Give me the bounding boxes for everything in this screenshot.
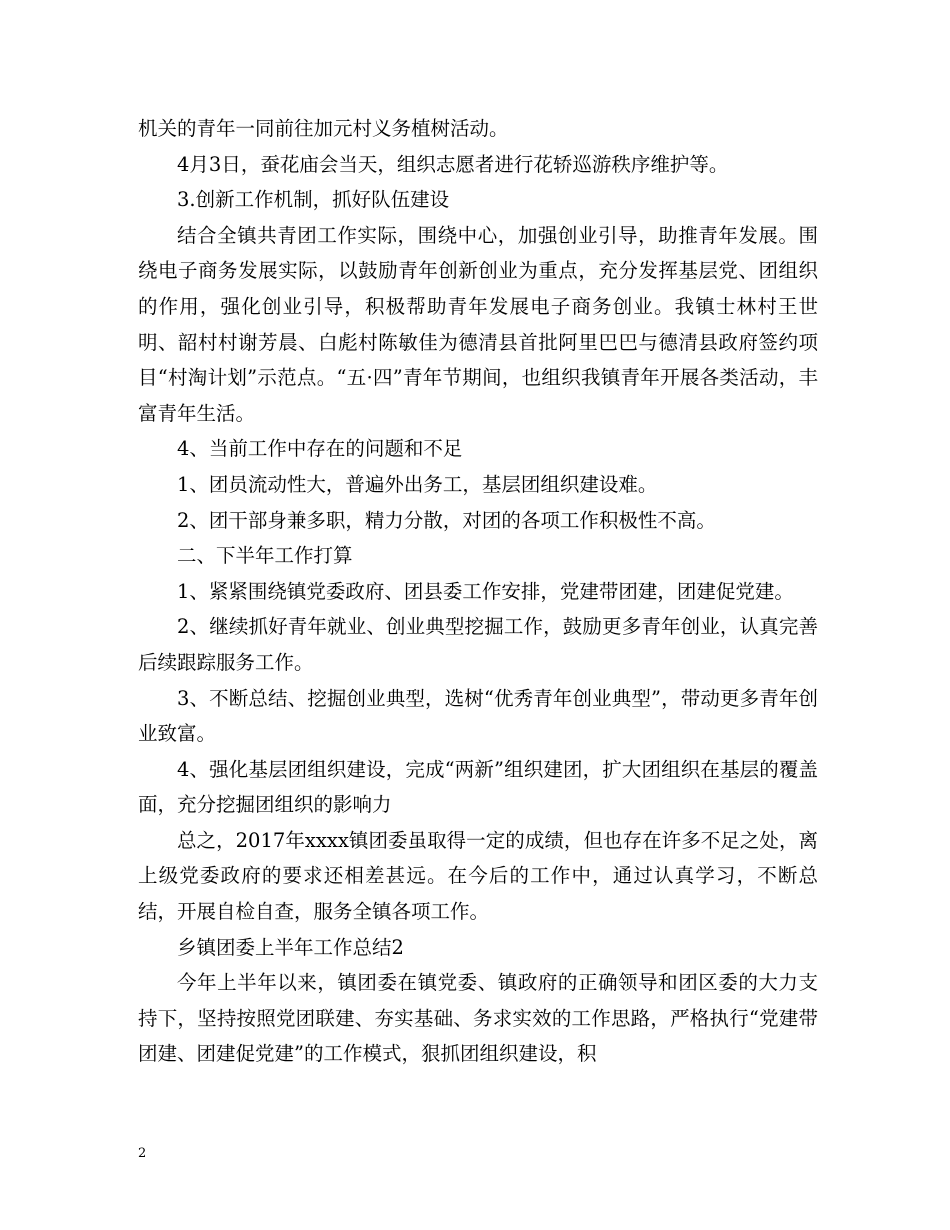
paragraph-13: 总之，2017年xxxx镇团委虽取得一定的成绩，但也存在许多不足之处，离上级党委政府的要求还相差甚远。在今后的工作中，通过认真学习，不断总结，开展自检自查，服务全镇各项工作。 bbox=[138, 828, 818, 924]
paragraph-11: 3、不断总结、挖掘创业典型，选树“优秀青年创业典型”，带动更多青年创业致富。 bbox=[138, 686, 818, 746]
paragraph-1: 机关的青年一同前往加元村义务植树活动。 bbox=[138, 117, 509, 140]
paragraph-8-heading: 二、下半年工作打算 bbox=[177, 544, 353, 568]
paragraph-4: 结合全镇共青团工作实际，围绕中心，加强创业引导，助推青年发展。围绕电子商务发展实际，以鼓励青年创新创业为重点，充分发挥基层党、团组织的作用，强化创业引导，积极帮助青年发展电子商务创业。我镇士林村王世明、韶村村谢芳晨、白彪村陈敏佳为德清县首批阿里巴巴与德清县政府签约项目“村淘计划”示范点。“五·四”青年节期间，也组织我镇青年开展各类活动，丰富青年生活。 bbox=[138, 223, 818, 425]
paragraph-12: 4、强化基层团组织建设，完成“两新”组织建团，扩大团组织在基层的覆盖面，充分挖掘团组织的影响力 bbox=[138, 757, 818, 817]
document-body bbox=[138, 111, 818, 1072]
paragraph-2: 4月3日，蚕花庙会当天，组织志愿者进行花轿巡游秩序维护等。 bbox=[177, 152, 729, 176]
paragraph-6: 1、团员流动性大，普遍外出务工，基层团组织建设难。 bbox=[177, 472, 658, 496]
paragraph-15: 今年上半年以来，镇团委在镇党委、镇政府的正确领导和团区委的大力支持下，坚持按照党团联建、夯实基础、务求实效的工作思路，严格执行“党建带团建、团建促党建”的工作模式，狠抓团组织建设，积 bbox=[138, 971, 818, 1066]
paragraph-5-heading: 4、当前工作中存在的问题和不足 bbox=[177, 437, 463, 461]
paragraph-10: 2、继续抓好青年就业、创业典型挖掘工作，鼓励更多青年创业，认真完善后续跟踪服务工作。 bbox=[138, 615, 818, 674]
paragraph-14-heading: 乡镇团委上半年工作总结2 bbox=[177, 935, 404, 959]
paragraph-9: 1、紧紧围绕镇党委政府、团县委工作安排，党建带团建，团建促党建。 bbox=[177, 579, 794, 603]
paragraph-7: 2、团干部身兼多职，精力分散，对团的各项工作积极性不高。 bbox=[177, 508, 716, 532]
page-number: 2 bbox=[138, 1146, 147, 1161]
paragraph-3-heading: 3.创新工作机制，抓好队伍建设 bbox=[177, 188, 450, 212]
